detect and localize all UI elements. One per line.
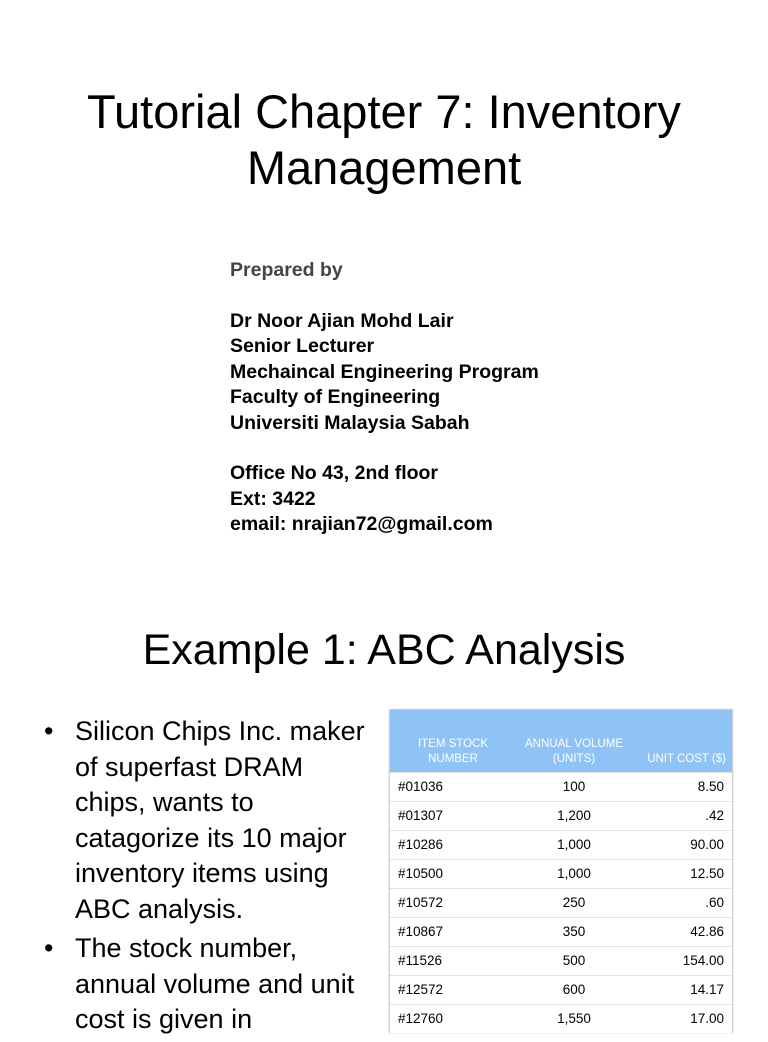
cell-unit-cost: 17.00 — [632, 1004, 732, 1033]
bullet-text: Silicon Chips Inc. maker of superfast DRAM chips, wants to catagorize its 10 major inventory items using ABC analysis. — [75, 716, 365, 924]
table-row — [390, 888, 732, 917]
cell-unit-cost: 90.00 — [632, 830, 732, 859]
bullet-list — [40, 714, 380, 1042]
table-row — [390, 830, 732, 859]
cell-stock-number: #10867 — [390, 917, 516, 946]
cell-annual-volume: 600 — [516, 975, 632, 1004]
cell-unit-cost: 154.00 — [632, 946, 732, 975]
table-row — [390, 1004, 732, 1033]
office-location: Office No 43, 2nd floor — [230, 462, 439, 484]
cell-annual-volume: 1,000 — [516, 830, 632, 859]
phone-extension: Ext: 3422 — [230, 487, 316, 510]
cell-stock-number: #01307 — [390, 801, 516, 830]
cell-stock-number: #12760 — [390, 1004, 516, 1033]
cell-stock-number: #11526 — [390, 946, 516, 975]
table-row — [390, 917, 732, 946]
author-info — [230, 258, 539, 538]
cell-stock-number: #01036 — [390, 772, 516, 801]
inventory-table — [389, 709, 733, 1033]
cell-stock-number: #10286 — [390, 830, 516, 859]
cell-unit-cost: .42 — [632, 801, 732, 830]
cell-stock-number: #12572 — [390, 975, 516, 1004]
author-faculty: Faculty of Engineering — [230, 386, 441, 408]
table-row — [390, 801, 732, 830]
cell-annual-volume: 100 — [516, 772, 632, 801]
table-header-row — [390, 710, 732, 772]
cell-annual-volume: 1,550 — [516, 1004, 632, 1033]
header-unit-cost: UNIT COST ($) — [647, 752, 726, 765]
header-annual-volume: ANNUAL VOLUME (UNITS) — [525, 737, 623, 765]
list-item — [40, 714, 380, 927]
email-address: email: nrajian72@gmail.com — [230, 513, 493, 535]
list-item — [40, 931, 380, 1038]
author-name: Dr Noor Ajian Mohd Lair — [230, 309, 454, 332]
table-row — [390, 975, 732, 1004]
cell-annual-volume: 350 — [516, 917, 632, 946]
cell-stock-number: #10572 — [390, 888, 516, 917]
table-row — [390, 772, 732, 801]
cell-annual-volume: 500 — [516, 946, 632, 975]
header-item-stock-number: ITEM STOCK NUMBER — [417, 737, 489, 765]
bullet-text: The stock number, annual volume and unit cost is given in — [75, 933, 355, 1034]
cell-unit-cost: .60 — [632, 888, 732, 917]
table-row — [390, 859, 732, 888]
bullet-icon: • — [44, 716, 54, 746]
cell-unit-cost: 14.17 — [632, 975, 732, 1004]
table-row — [390, 946, 732, 975]
cell-unit-cost: 12.50 — [632, 859, 732, 888]
cell-unit-cost: 8.50 — [632, 772, 732, 801]
example-title: Example 1: ABC Analysis — [142, 626, 626, 674]
author-program: Mechaincal Engineering Program — [230, 360, 539, 383]
cell-stock-number: #10500 — [390, 859, 516, 888]
author-position: Senior Lecturer — [230, 335, 375, 357]
prepared-by-label: Prepared by — [230, 259, 343, 281]
title-line-1: Tutorial Chapter 7: Inventory — [87, 85, 681, 138]
cell-annual-volume: 250 — [516, 888, 632, 917]
spacer — [230, 436, 539, 461]
slide-title — [0, 84, 768, 196]
author-university: Universiti Malaysia Sabah — [230, 411, 470, 434]
bullet-icon: • — [44, 933, 54, 963]
title-line-2: Management — [246, 141, 522, 194]
cell-annual-volume: 1,200 — [516, 801, 632, 830]
cell-unit-cost: 42.86 — [632, 917, 732, 946]
cell-annual-volume: 1,000 — [516, 859, 632, 888]
